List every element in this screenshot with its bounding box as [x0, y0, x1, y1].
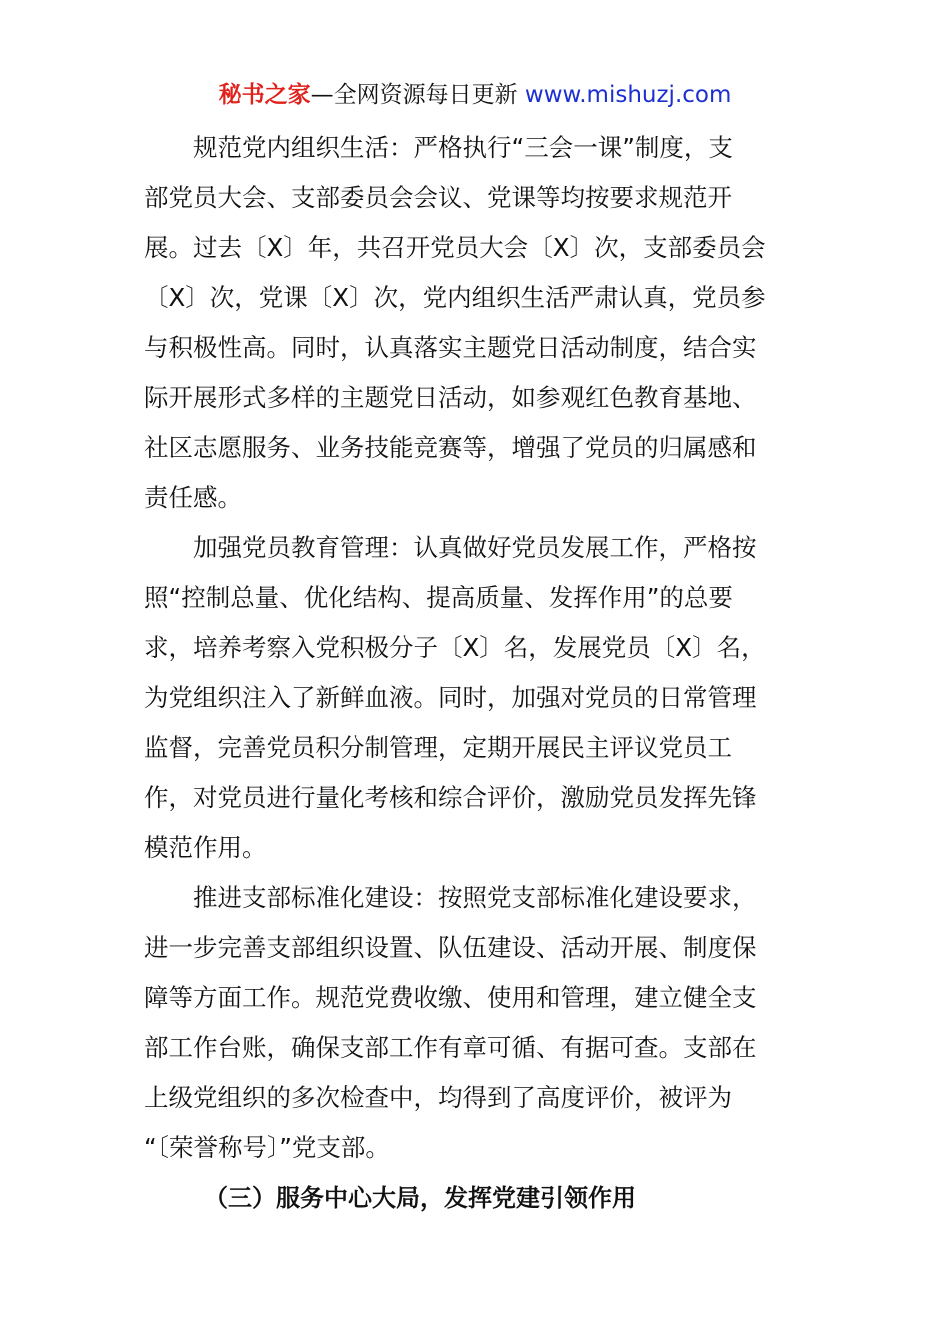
paragraph-line: 〔X〕次，党课〔X〕次，党内组织生活严肃认真，党员参: [144, 283, 766, 312]
header-tagline: —全网资源每日更新: [310, 82, 518, 108]
paragraph-line: 展。过去〔X〕年，共召开党员大会〔X〕次，支部委员会: [144, 233, 766, 262]
paragraph-line: 推进支部标准化建设：按照党支部标准化建设要求，: [193, 883, 757, 912]
document-body: [144, 123, 804, 1223]
paragraph-line: 部工作台账，确保支部工作有章可循、有据可查。支部在: [144, 1033, 757, 1062]
paragraph-line: 规范党内组织生活：严格执行“三会一课”制度，支: [193, 133, 733, 162]
paragraph-line: 责任感。: [144, 483, 242, 512]
paragraph-line: 际开展形式多样的主题党日活动，如参观红色教育基地、: [144, 383, 757, 412]
site-url[interactable]: www.mishuzj.com: [524, 82, 732, 108]
paragraph-line: 进一步完善支部组织设置、队伍建设、活动开展、制度保: [144, 933, 757, 962]
paragraph-line: 部党员大会、支部委员会会议、党课等均按要求规范开: [144, 183, 732, 212]
paragraph-line: 障等方面工作。规范党费收缴、使用和管理，建立健全支: [144, 983, 757, 1012]
paragraph-line: 加强党员教育管理：认真做好党员发展工作，严格按: [193, 533, 757, 562]
paragraph-line: 监督，完善党员积分制管理，定期开展民主评议党员工: [144, 733, 732, 762]
paragraph-line: 与积极性高。同时，认真落实主题党日活动制度，结合实: [144, 333, 757, 362]
paragraph-line: 照“控制总量、优化结构、提高质量、发挥作用”的总要: [144, 583, 733, 612]
brand-name: 秘书之家: [218, 82, 311, 108]
paragraph-line: 上级党组织的多次检查中，均得到了高度评价，被评为: [144, 1083, 732, 1112]
paragraph-line: 作，对党员进行量化考核和综合评价，激励党员发挥先锋: [144, 783, 757, 812]
paragraph-line: 为党组织注入了新鲜血液。同时，加强对党员的日常管理: [144, 683, 757, 712]
paragraph-line: 社区志愿服务、业务技能竞赛等，增强了党员的归属感和: [144, 433, 757, 462]
paragraph-line: 模范作用。: [144, 833, 267, 862]
paragraph-line: “〔荣誉称号〕”党支部。: [144, 1133, 390, 1162]
paragraph-line: 求，培养考察入党积极分子〔X〕名，发展党员〔X〕名，: [144, 633, 766, 662]
site-header: [0, 78, 950, 112]
section-heading: （三）服务中心大局，发挥党建引领作用: [204, 1184, 636, 1212]
